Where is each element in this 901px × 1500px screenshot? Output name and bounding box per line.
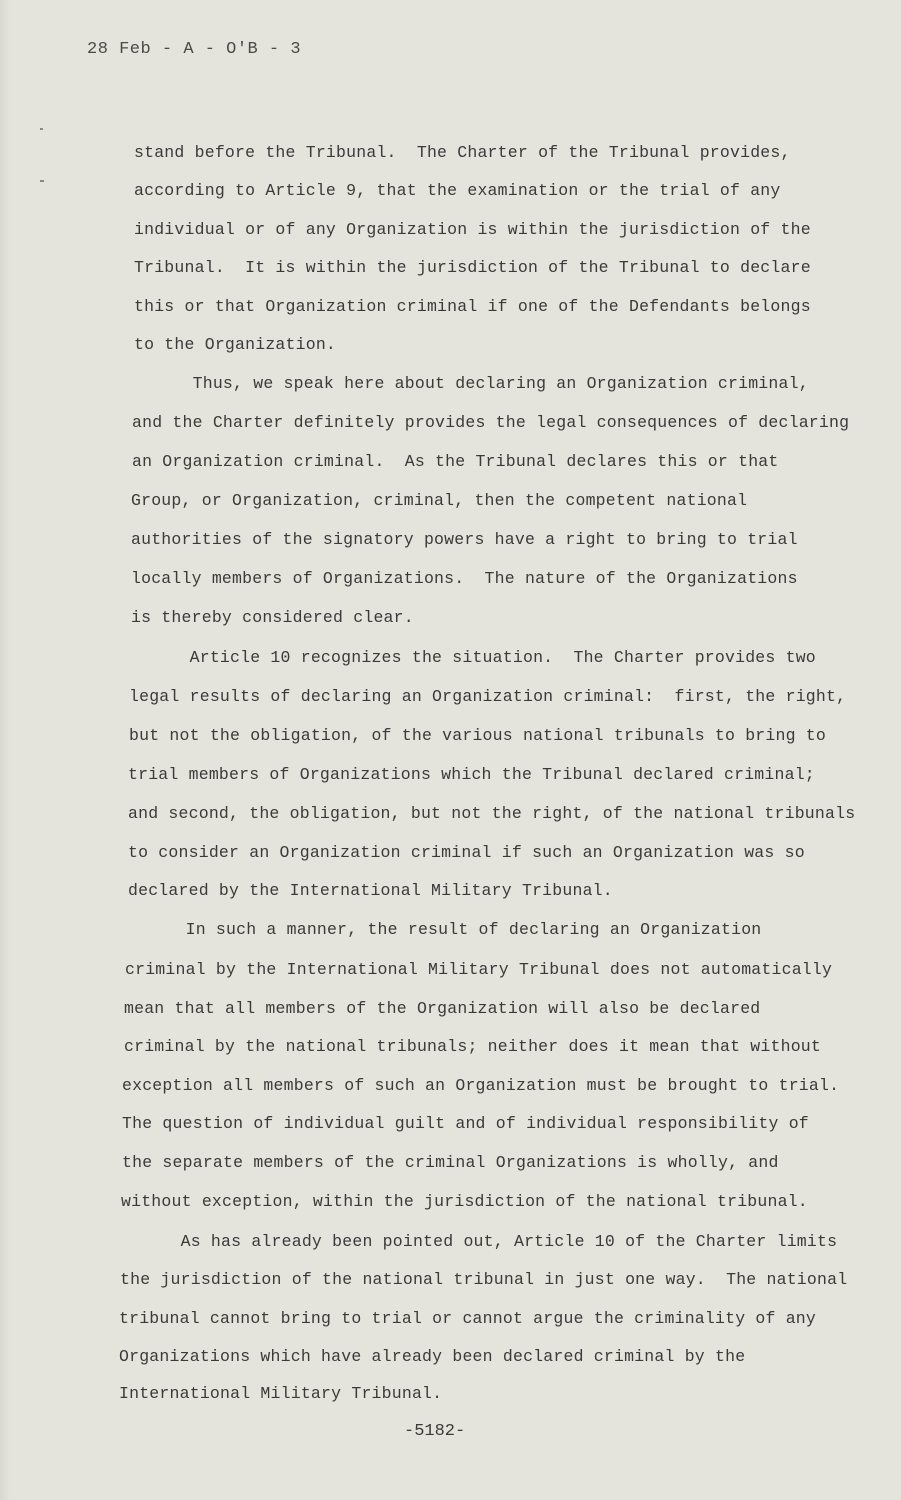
text-line: to the Organization.	[134, 335, 337, 354]
text-line: without exception, within the jurisdiction of the national tribunal.	[121, 1192, 808, 1211]
text-line: stand before the Tribunal. The Charter of the Tribunal provides,	[134, 143, 791, 162]
text-line: criminal by the national tribunals; neither does it mean that without	[124, 1037, 822, 1056]
text-line: The question of individual guilt and of individual responsibility of	[122, 1114, 809, 1133]
text-line: and second, the obligation, but not the right, of the national tribunals	[128, 804, 856, 823]
text-line: Organizations which have already been declared criminal by the	[119, 1347, 746, 1366]
text-line: Group, or Organization, criminal, then the competent national	[131, 491, 748, 510]
text-line: according to Article 9, that the examination or the trial of any	[134, 181, 781, 200]
text-line: As has already been pointed out, Article 10 of the Charter limits	[120, 1232, 838, 1251]
text-line: locally members of Organizations. The nature of the Organizations	[131, 569, 798, 588]
text-line: is thereby considered clear.	[131, 608, 414, 627]
page-number: -5182-	[404, 1422, 466, 1441]
text-line: Article 10 recognizes the situation. The Charter provides two	[129, 648, 816, 667]
text-line: the jurisdiction of the national tribunal in just one way. The national	[120, 1270, 848, 1289]
text-line: tribunal cannot bring to trial or cannot argue the criminality of any	[119, 1309, 817, 1328]
text-line: legal results of declaring an Organization criminal: first, the right,	[129, 687, 847, 706]
text-line: mean that all members of the Organization will also be declared	[124, 999, 761, 1018]
text-line: trial members of Organizations which the Tribunal declared criminal;	[128, 765, 815, 784]
text-line: International Military Tribunal.	[119, 1384, 443, 1403]
text-line: an Organization criminal. As the Tribunal declares this or that	[132, 452, 779, 471]
text-line: criminal by the International Military Tribunal does not automatically	[125, 960, 833, 979]
text-line: and the Charter definitely provides the legal consequences of declaring	[132, 413, 850, 432]
text-line: this or that Organization criminal if one of the Defendants belongs	[134, 297, 811, 316]
document-reference: 28 Feb - A - O'B - 3	[87, 40, 302, 59]
text-line: but not the obligation, of the various national tribunals to bring to	[129, 726, 827, 745]
text-line: declared by the International Military Tribunal.	[128, 881, 613, 900]
text-line: Tribunal. It is within the jurisdiction of the Tribunal to declare	[134, 258, 811, 277]
text-line: to consider an Organization criminal if such an Organization was so	[128, 843, 805, 862]
text-line: In such a manner, the result of declaring an Organization	[125, 920, 762, 939]
text-line: authorities of the signatory powers have a right to bring to trial	[131, 530, 798, 549]
text-line: Thus, we speak here about declaring an Organization criminal,	[132, 374, 809, 393]
text-line: individual or of any Organization is within the jurisdiction of the	[134, 220, 811, 239]
text-line: exception all members of such an Organization must be brought to trial.	[122, 1076, 840, 1095]
text-line: the separate members of the criminal Organizations is wholly, and	[122, 1153, 779, 1172]
